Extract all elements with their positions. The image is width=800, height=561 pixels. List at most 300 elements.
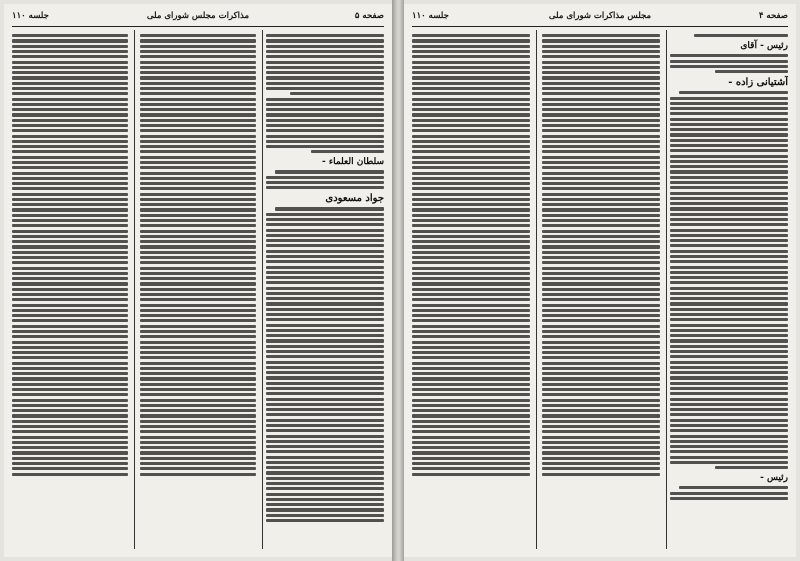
text-line [670, 128, 788, 131]
text-line [266, 413, 384, 416]
text-line [542, 304, 660, 307]
text-line [140, 288, 256, 291]
text-line [412, 61, 530, 64]
text-line [412, 156, 530, 159]
text-line [670, 424, 788, 427]
text-line [670, 382, 788, 385]
text-line [266, 302, 384, 305]
text-line [140, 309, 256, 312]
text-line [12, 267, 128, 270]
text-line [670, 350, 788, 353]
text-line [12, 61, 128, 64]
text-line [542, 193, 660, 196]
text-line [412, 272, 530, 275]
text-line [266, 239, 384, 242]
text-line [12, 446, 128, 449]
text-line [412, 172, 530, 175]
text-line [412, 446, 530, 449]
text-line [140, 39, 256, 42]
text-line [542, 82, 660, 85]
text-line [140, 129, 256, 132]
text-line [412, 66, 530, 69]
text-line [670, 376, 788, 379]
text-line [266, 487, 384, 490]
left-column-separator-1 [262, 30, 263, 549]
text-line [670, 250, 788, 253]
text-line [12, 166, 128, 169]
text-line [140, 230, 256, 233]
text-line [412, 182, 530, 185]
text-line [12, 367, 128, 370]
text-line [412, 473, 530, 476]
text-line [12, 383, 128, 386]
text-line [670, 413, 788, 416]
text-line [542, 61, 660, 64]
text-line [542, 282, 660, 285]
text-line [311, 150, 384, 153]
text-line [140, 124, 256, 127]
text-line [140, 367, 256, 370]
text-line [412, 304, 530, 307]
text-line [412, 240, 530, 243]
text-line [715, 70, 788, 73]
text-line [12, 55, 128, 58]
text-line [266, 477, 384, 480]
text-line [412, 198, 530, 201]
text-line [140, 399, 256, 402]
text-line [12, 172, 128, 175]
text-line [412, 39, 530, 42]
text-line [12, 193, 128, 196]
text-line [670, 54, 788, 57]
text-line [140, 92, 256, 95]
text-line [412, 430, 530, 433]
text-line [140, 272, 256, 275]
text-line [670, 392, 788, 395]
text-line [670, 239, 788, 242]
text-line [140, 182, 256, 185]
text-line [12, 208, 128, 211]
text-line [670, 371, 788, 374]
text-line [542, 50, 660, 53]
text-line [412, 135, 530, 138]
text-line [266, 98, 384, 101]
text-line [542, 124, 660, 127]
text-line [412, 393, 530, 396]
text-line [266, 339, 384, 342]
text-line [12, 314, 128, 317]
text-line [412, 219, 530, 222]
text-line [12, 129, 128, 132]
text-line [412, 177, 530, 180]
text-line [542, 76, 660, 79]
text-line [670, 339, 788, 342]
text-line [542, 409, 660, 412]
text-line [12, 66, 128, 69]
text-line [266, 324, 384, 327]
text-line [412, 335, 530, 338]
text-line [140, 304, 256, 307]
text-line [12, 235, 128, 238]
text-line [266, 145, 384, 148]
text-line [12, 140, 128, 143]
right-page-column-3 [412, 32, 530, 549]
text-line [542, 245, 660, 248]
text-line [670, 234, 788, 237]
text-line [670, 213, 788, 216]
text-line [266, 308, 384, 311]
text-line [670, 419, 788, 422]
text-line [12, 187, 128, 190]
text-line [412, 224, 530, 227]
text-line [266, 82, 384, 85]
text-line [670, 123, 788, 126]
text-line [670, 107, 788, 110]
text-line [140, 462, 256, 465]
text-line [670, 218, 788, 221]
text-line [542, 71, 660, 74]
text-line [679, 91, 788, 94]
text-line [12, 240, 128, 243]
text-line [266, 519, 384, 522]
text-line [140, 293, 256, 296]
text-line [266, 445, 384, 448]
text-line [140, 256, 256, 259]
text-line [542, 404, 660, 407]
text-line [542, 156, 660, 159]
text-line [12, 198, 128, 201]
text-line [140, 34, 256, 37]
text-line [715, 466, 788, 469]
right-page-number: صفحه ۴ [758, 11, 788, 21]
text-line [266, 345, 384, 348]
right-session-number: جلسه ۱۱۰ [412, 11, 449, 21]
text-line [412, 113, 530, 116]
text-line [12, 335, 128, 338]
text-line [266, 229, 384, 232]
text-line [412, 261, 530, 264]
text-line [12, 177, 128, 180]
text-line [542, 108, 660, 111]
text-line [12, 409, 128, 412]
text-line [12, 351, 128, 354]
text-line [266, 135, 384, 138]
text-line [542, 267, 660, 270]
text-line [12, 119, 128, 122]
text-line [12, 309, 128, 312]
text-line [670, 408, 788, 411]
text-line [542, 161, 660, 164]
text-line [412, 330, 530, 333]
text-line [542, 377, 660, 380]
text-line [670, 202, 788, 205]
text-line [12, 420, 128, 423]
text-line [266, 292, 384, 295]
text-line [140, 245, 256, 248]
text-line [670, 65, 788, 68]
left-page-number: صفحه ۵ [354, 11, 384, 21]
text-line [140, 135, 256, 138]
text-line [12, 230, 128, 233]
text-line [542, 462, 660, 465]
text-line [12, 377, 128, 380]
text-line [266, 419, 384, 422]
text-line [266, 108, 384, 111]
text-line [12, 277, 128, 280]
text-line [12, 145, 128, 148]
text-line [412, 50, 530, 53]
text-line [12, 150, 128, 153]
text-line [412, 314, 530, 317]
text-line [542, 356, 660, 359]
text-line [412, 298, 530, 301]
text-line [542, 203, 660, 206]
text-line [542, 261, 660, 264]
text-line [542, 441, 660, 444]
text-line [140, 87, 256, 90]
text-line [670, 281, 788, 284]
text-line [12, 156, 128, 159]
text-line [275, 170, 384, 173]
text-line [12, 135, 128, 138]
text-line [412, 214, 530, 217]
text-line [140, 341, 256, 344]
text-line [12, 39, 128, 42]
text-line [266, 255, 384, 258]
text-line [266, 424, 384, 427]
left-page-column-2 [140, 32, 256, 549]
text-line [12, 346, 128, 349]
text-line [266, 287, 384, 290]
text-line [290, 92, 384, 95]
text-line [412, 187, 530, 190]
text-line [266, 466, 384, 469]
text-line [542, 34, 660, 37]
text-line [140, 76, 256, 79]
text-line [12, 473, 128, 476]
text-line [542, 298, 660, 301]
text-line [266, 45, 384, 48]
text-line [412, 341, 530, 344]
text-line [412, 362, 530, 365]
text-line [670, 297, 788, 300]
text-line [412, 457, 530, 460]
text-line [140, 377, 256, 380]
text-line [542, 351, 660, 354]
text-line [140, 61, 256, 64]
text-line [266, 471, 384, 474]
text-line [670, 429, 788, 432]
text-line [670, 497, 788, 500]
text-line [670, 456, 788, 459]
text-line [12, 404, 128, 407]
text-line [412, 140, 530, 143]
text-line [542, 335, 660, 338]
text-line [140, 467, 256, 470]
text-line [670, 176, 788, 179]
text-line [412, 251, 530, 254]
text-line [12, 362, 128, 365]
text-line [140, 119, 256, 122]
text-line [140, 66, 256, 69]
text-line [266, 181, 384, 184]
text-line [412, 409, 530, 412]
text-line [12, 34, 128, 37]
text-line [542, 399, 660, 402]
text-line [140, 172, 256, 175]
text-line [542, 240, 660, 243]
text-line [542, 166, 660, 169]
text-line [266, 218, 384, 221]
text-line [670, 255, 788, 258]
text-line [670, 170, 788, 173]
text-line [412, 451, 530, 454]
text-line [140, 166, 256, 169]
text-line [266, 271, 384, 274]
text-line [412, 282, 530, 285]
text-line [12, 108, 128, 111]
text-line [412, 71, 530, 74]
text-line [542, 473, 660, 476]
text-line [670, 266, 788, 269]
text-line [140, 451, 256, 454]
text-line [140, 362, 256, 365]
text-line [12, 372, 128, 375]
text-line [266, 392, 384, 395]
text-line [266, 34, 384, 37]
text-line [266, 461, 384, 464]
text-line [140, 425, 256, 428]
text-line [670, 398, 788, 401]
text-line [140, 150, 256, 153]
text-line [542, 436, 660, 439]
text-line [412, 203, 530, 206]
text-line [542, 113, 660, 116]
text-line [266, 355, 384, 358]
text-line [412, 129, 530, 132]
text-line [12, 436, 128, 439]
text-line [275, 207, 384, 210]
text-line [140, 214, 256, 217]
text-line [412, 76, 530, 79]
text-line [412, 245, 530, 248]
text-line [12, 161, 128, 164]
left-page-title: مذاکرات مجلس شورای ملی [146, 11, 250, 21]
text-line [12, 98, 128, 101]
text-line [670, 329, 788, 332]
text-line [266, 213, 384, 216]
text-line [12, 425, 128, 428]
text-line [542, 39, 660, 42]
text-line [140, 314, 256, 317]
text-line [542, 251, 660, 254]
text-line [12, 245, 128, 248]
text-line [12, 82, 128, 85]
text-line [670, 244, 788, 247]
text-line [266, 366, 384, 369]
text-line [266, 440, 384, 443]
text-line [12, 282, 128, 285]
text-line [140, 203, 256, 206]
text-line [542, 235, 660, 238]
text-line [266, 387, 384, 390]
left-column-separator-2 [134, 30, 135, 549]
text-line [670, 112, 788, 115]
text-line [670, 207, 788, 210]
right-column-separator-1 [666, 30, 667, 549]
text-line [542, 256, 660, 259]
text-line [670, 461, 788, 464]
right-header-rule [412, 26, 788, 27]
heading-rais-1: رئیس - آقای [740, 41, 788, 52]
text-line [266, 398, 384, 401]
text-line [412, 208, 530, 211]
text-line [412, 325, 530, 328]
text-line [140, 356, 256, 359]
text-line [140, 113, 256, 116]
text-line [670, 492, 788, 495]
text-line [266, 66, 384, 69]
text-line [266, 403, 384, 406]
text-line [266, 313, 384, 316]
text-line [670, 97, 788, 100]
text-line [12, 50, 128, 53]
text-line [412, 277, 530, 280]
text-line [542, 103, 660, 106]
text-line [412, 92, 530, 95]
text-line [140, 82, 256, 85]
text-line [140, 393, 256, 396]
book-gutter [392, 0, 404, 561]
text-line [12, 224, 128, 227]
text-line [140, 208, 256, 211]
text-line [12, 430, 128, 433]
text-line [266, 450, 384, 453]
text-line [12, 462, 128, 465]
text-line [266, 482, 384, 485]
text-line [412, 108, 530, 111]
right-page-header [412, 9, 788, 23]
text-line [12, 272, 128, 275]
text-line [140, 446, 256, 449]
text-line [12, 325, 128, 328]
text-line [670, 160, 788, 163]
text-line [12, 388, 128, 391]
text-line [542, 208, 660, 211]
heading-ashtiani: آشتیانی زاده - [728, 77, 788, 89]
text-line [412, 351, 530, 354]
text-line [266, 87, 384, 90]
text-line [12, 414, 128, 417]
text-line [542, 177, 660, 180]
text-line [140, 436, 256, 439]
text-line [412, 414, 530, 417]
text-line [140, 473, 256, 476]
text-line [670, 144, 788, 147]
text-line [542, 325, 660, 328]
text-line [542, 420, 660, 423]
text-line [12, 261, 128, 264]
text-line [140, 261, 256, 264]
text-line [542, 346, 660, 349]
text-line [542, 182, 660, 185]
text-line [542, 393, 660, 396]
text-line [542, 224, 660, 227]
text-line [266, 103, 384, 106]
text-line [140, 335, 256, 338]
text-line [542, 319, 660, 322]
text-line [542, 198, 660, 201]
